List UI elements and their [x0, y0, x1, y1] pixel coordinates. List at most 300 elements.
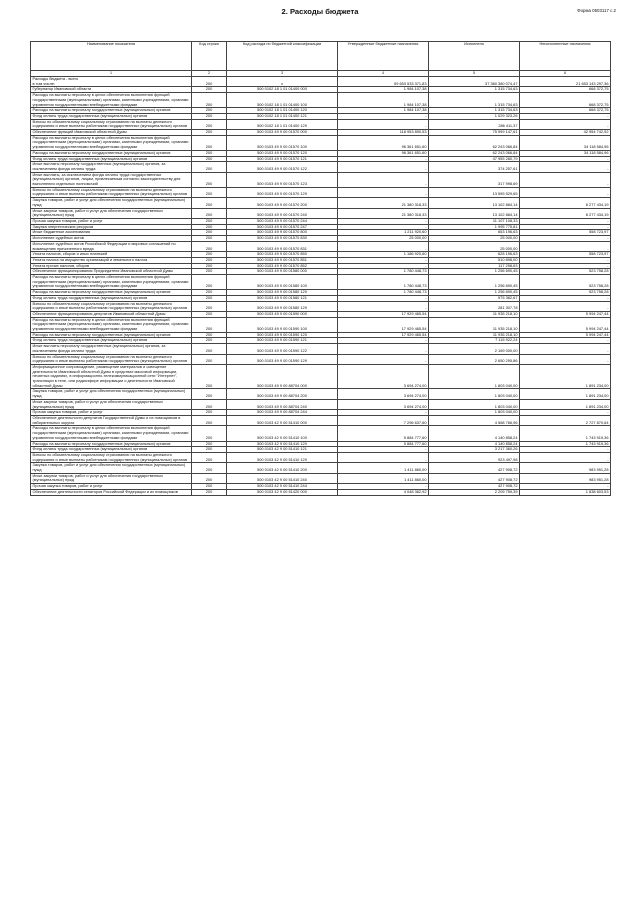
cell-executed: 427 908,72 [429, 484, 520, 490]
table-row [31, 317, 611, 332]
cell-approved: 1 411 860,00 [338, 473, 429, 483]
cell-remaining: - [520, 354, 611, 364]
cell-name: Губернатор Ивановской области [31, 87, 192, 93]
cell-remaining: 1 891 234,00 [520, 389, 611, 399]
cell-approved: 1 984 107,38 [338, 87, 429, 93]
cell-remaining: 523 758,28 [520, 275, 611, 290]
table-row [31, 198, 611, 208]
cell-executed: 13 102 884,14 [429, 198, 520, 208]
cell-executed: 25 000,00 [429, 241, 520, 251]
table-row [31, 162, 611, 172]
table-row [31, 473, 611, 483]
table-row [31, 389, 611, 399]
cell-approved: 5 884 777,60 [338, 441, 429, 447]
column-number: 6 [520, 71, 611, 77]
cell-budget-code: 500 0103 49 9 00 01570 200 [227, 198, 338, 208]
cell-executed: 317 998,69 [429, 172, 520, 187]
cell-remaining: 1 743 919,36 [520, 426, 611, 441]
cell-budget-code: 500 0103 49 9 00 88704 000 [227, 364, 338, 389]
cell-line-code: 200 [192, 295, 227, 301]
cell-approved: 1 780 448,73 [338, 275, 429, 290]
cell-line-code: 200 [192, 473, 227, 483]
cell-remaining: - [520, 338, 611, 344]
cell-name: Обеспечение функционирования Председателя Ивановской областной Думы [31, 269, 192, 275]
cell-name: Обеспечение деятельности депутатов Государственной Думы и их помощников в избирательных округах [31, 416, 192, 426]
cell-budget-code: 500 0103 49 9 00 01570 123 [227, 172, 338, 187]
cell-approved: 17 929 465,54 [338, 317, 429, 332]
cell-approved: 5 884 777,60 [338, 426, 429, 441]
cell-executed: 62 243 066,84 [429, 150, 520, 156]
cell-line-code: 200 [192, 87, 227, 93]
cell-approved: - [338, 344, 429, 354]
cell-line-code: 200 [192, 218, 227, 224]
cell-budget-code: 500 0103 42 9 00 51410 000 [227, 416, 338, 426]
cell-budget-code: 500 0103 49 9 00 01580 000 [227, 269, 338, 275]
cell-line-code: 200 [192, 187, 227, 197]
table-row [31, 416, 611, 426]
cell-name: Расходы на выплаты персоналу в целях обеспечения выполнения функций государственными (муниципальными) органами, казенными учреждениями, органами управления государственными внебюджетными фондами [31, 275, 192, 290]
cell-line-code: 200 [192, 317, 227, 332]
cell-name: Исполнение судебных актов [31, 236, 192, 242]
cell-line-code: 200 [192, 489, 227, 495]
cell-approved: 17 929 465,54 [338, 332, 429, 338]
cell-remaining: - [520, 218, 611, 224]
cell-line-code: 200 [192, 230, 227, 236]
cell-remaining: - [520, 295, 611, 301]
cell-name: Взносы по обязательному социальному страхованию на выплаты денежного содержания и иные выплаты работникам государственных (муниципальных) органов [31, 187, 192, 197]
cell-remaining: - [520, 301, 611, 311]
cell-name: Прочая закупка товаров, работ и услуг [31, 410, 192, 416]
cell-remaining: 1 891 234,00 [520, 399, 611, 409]
cell-name: Прочая закупка товаров, работ и услуг [31, 218, 192, 224]
cell-approved: 59 653 533 371,83 [338, 77, 429, 87]
cell-budget-code: 500 0103 42 9 00 51410 200 [227, 463, 338, 473]
cell-line-code: 200 [192, 263, 227, 269]
cell-name: Иные выплаты, за исключением фонда оплаты труда государственных (муниципальных) органов, лицам, привлекаемым согласно законодательству для выполнения отдельных полномочий [31, 172, 192, 187]
cell-remaining: 1 743 919,36 [520, 441, 611, 447]
cell-budget-code: 500 0103 49 9 00 01570 850 [227, 252, 338, 258]
cell-budget-code: 500 0103 49 9 00 01570 831 [227, 241, 338, 251]
cell-executed: 975 382,67 [429, 295, 520, 301]
cell-remaining: 668 372,75 [520, 108, 611, 114]
cell-remaining: - [520, 113, 611, 119]
cell-approved: - [338, 257, 429, 263]
cell-approved: 96 361 651,60 [338, 150, 429, 156]
cell-approved: 21 380 318,33 [338, 208, 429, 218]
column-header: Неисполненные назначения [520, 42, 611, 71]
cell-executed: 13 595 529,65 [429, 187, 520, 197]
cell-executed: 2 650 295,86 [429, 354, 520, 364]
cell-name: Фонд оплаты труда государственных (муниципальных) органов [31, 295, 192, 301]
cell-approved: - [338, 452, 429, 462]
form-label: Форма 0503117 с.2 [577, 8, 616, 13]
cell-executed: 1 803 040,00 [429, 389, 520, 399]
cell-remaining: 5 994 247,44 [520, 317, 611, 332]
cell-line-code: 200 [192, 135, 227, 150]
cell-budget-code: 500 0103 49 9 00 01570 851 [227, 257, 338, 263]
cell-line-code: 200 [192, 236, 227, 242]
cell-line-code: 200 [192, 257, 227, 263]
cell-line-code: 200 [192, 344, 227, 354]
cell-name: Расходы на выплаты персоналу в целях обеспечения выполнения функций государственными (муниципальными) органами, казенными учреждениями, органами управления государственными внебюджетными фондами [31, 93, 192, 108]
table-row [31, 489, 611, 495]
cell-line-code: 200 [192, 338, 227, 344]
cell-approved: 1 211 920,60 [338, 230, 429, 236]
cell-budget-code: 500 0103 49 9 00 01580 121 [227, 295, 338, 301]
cell-line-code: 200 [192, 410, 227, 416]
cell-remaining: 668 372,75 [520, 93, 611, 108]
table-row [31, 426, 611, 441]
cell-executed: 13 102 884,14 [429, 208, 520, 218]
cell-remaining: 5 994 247,44 [520, 311, 611, 317]
cell-approved: - [338, 484, 429, 490]
cell-line-code: 200 [192, 252, 227, 258]
cell-name: Закупка товаров, работ и услуг для обеспечения государственных (муниципальных) нужд [31, 198, 192, 208]
table-row [31, 301, 611, 311]
table-body [31, 77, 611, 496]
table-row [31, 208, 611, 218]
cell-executed: 75 999 147,61 [429, 130, 520, 136]
cell-name: Взносы по обязательному социальному страхованию на выплаты денежного содержания и иные выплаты работникам государственных (муниципальных) органов [31, 119, 192, 129]
table-row [31, 119, 611, 129]
cell-budget-code: 500 0103 49 9 00 01590 120 [227, 332, 338, 338]
cell-line-code: 200 [192, 332, 227, 338]
cell-line-code: 200 [192, 119, 227, 129]
cell-executed: 1 256 690,45 [429, 275, 520, 290]
cell-line-code: 200 [192, 452, 227, 462]
cell-line-code: 200 [192, 113, 227, 119]
cell-executed: 117 298,63 [429, 263, 520, 269]
table-row [31, 364, 611, 389]
cell-approved: - [338, 172, 429, 187]
cell-approved: 3 694 274,00 [338, 389, 429, 399]
cell-approved: 1 411 860,00 [338, 463, 429, 473]
cell-line-code: 200 [192, 162, 227, 172]
table-row [31, 399, 611, 409]
cell-line-code: 200 [192, 241, 227, 251]
cell-approved: - [338, 295, 429, 301]
cell-line-code: 200 [192, 150, 227, 156]
cell-budget-code: 500 0103 42 9 00 51410 240 [227, 473, 338, 483]
cell-remaining: - [520, 447, 611, 453]
cell-line-code: 200 [192, 301, 227, 311]
cell-name: Информационное сопровождение, размещение материалов и освещение деятельности Ивановской областной Думы в средствах массовой информации, печатных изданиях, в информационно-телекоммуникационной сети "Интернет", трансляции в теле- или радиоэфире информации о деятельности Ивановской областной Думы [31, 364, 192, 389]
cell-remaining: 523 758,28 [520, 290, 611, 296]
cell-remaining: - [520, 156, 611, 162]
cell-executed: 47 955 280,79 [429, 156, 520, 162]
cell-budget-code: 500 0103 49 9 00 01570 122 [227, 162, 338, 172]
cell-remaining: 21 653 143 297,36 [520, 77, 611, 87]
cell-executed: 25 000,00 [429, 236, 520, 242]
cell-name: Взносы по обязательному социальному страхованию на выплаты денежного содержания и иные выплаты работникам государственных (муниципальных) органов [31, 301, 192, 311]
cell-approved: - [338, 218, 429, 224]
cell-name: Расходы на выплаты персоналу государственных (муниципальных) органов [31, 150, 192, 156]
cell-budget-code: 500 0102 18 1 01 01400 000 [227, 87, 338, 93]
cell-name: Иные выплаты персоналу государственных (муниципальных) органов, за исключением фонда оплаты труда [31, 162, 192, 172]
cell-remaining: - [520, 410, 611, 416]
cell-name: Обеспечение функционирования депутатов Ивановской областной Думы [31, 311, 192, 317]
cell-executed: 1 803 040,00 [429, 410, 520, 416]
cell-line-code: 200 [192, 354, 227, 364]
cell-remaining: 5 994 247,44 [520, 332, 611, 338]
table-row [31, 463, 611, 473]
expenses-table [30, 41, 611, 496]
cell-budget-code: 500 0103 42 9 00 51410 121 [227, 447, 338, 453]
cell-name: Закупка энергетических ресурсов [31, 224, 192, 230]
cell-line-code: 200 [192, 290, 227, 296]
cell-remaining: 1 838 603,53 [520, 489, 611, 495]
cell-budget-code: 500 0103 49 9 00 01590 000 [227, 311, 338, 317]
table-row [31, 77, 611, 87]
cell-budget-code: 500 0103 49 9 00 01580 100 [227, 275, 338, 290]
cell-executed: 1 803 040,00 [429, 364, 520, 389]
cell-remaining: - [520, 172, 611, 187]
cell-line-code: 200 [192, 208, 227, 218]
cell-approved: - [338, 119, 429, 129]
cell-executed: 2 169 000,00 [429, 344, 520, 354]
cell-executed: 281 307,78 [429, 301, 520, 311]
cell-approved: 3 694 274,00 [338, 364, 429, 389]
cell-line-code: 200 [192, 108, 227, 114]
cell-budget-code: 500 0103 42 9 00 51410 120 [227, 441, 338, 447]
cell-budget-code: 500 0103 49 9 00 01590 100 [227, 317, 338, 332]
cell-budget-code: 500 0103 49 9 00 01590 121 [227, 338, 338, 344]
cell-executed: 4 140 858,24 [429, 426, 520, 441]
cell-executed: 1 029 323,26 [429, 113, 520, 119]
cell-remaining: 34 118 584,96 [520, 135, 611, 150]
cell-line-code: 200 [192, 389, 227, 399]
table-row [31, 93, 611, 108]
cell-budget-code: 500 0103 49 9 00 01570 240 [227, 208, 338, 218]
cell-remaining: 558 723,97 [520, 252, 611, 258]
cell-approved: - [338, 241, 429, 251]
column-header: Код расхода по бюджетной классификации [227, 42, 338, 71]
cell-approved: - [338, 113, 429, 119]
cell-executed: 628 196,63 [429, 252, 520, 258]
cell-remaining: - [520, 162, 611, 172]
cell-approved: 1 780 448,73 [338, 290, 429, 296]
cell-line-code: 200 [192, 198, 227, 208]
cell-line-code: 200 [192, 269, 227, 275]
cell-name: Расходы на выплаты персоналу государственных (муниципальных) органов [31, 332, 192, 338]
cell-remaining: - [520, 452, 611, 462]
cell-name: Фонд оплаты труда государственных (муниципальных) органов [31, 338, 192, 344]
cell-approved: 17 929 465,54 [338, 311, 429, 317]
cell-remaining: - [520, 119, 611, 129]
column-number: 4 [338, 71, 429, 77]
cell-executed: 427 908,72 [429, 473, 520, 483]
cell-approved: - [338, 187, 429, 197]
cell-budget-code: 500 0103 49 9 00 01570 121 [227, 156, 338, 162]
cell-executed: 1 315 734,63 [429, 87, 520, 93]
table-row [31, 187, 611, 197]
cell-executed: 653 196,63 [429, 230, 520, 236]
cell-line-code: 200 [192, 447, 227, 453]
cell-name: Прочая закупка товаров, работ и услуг [31, 484, 192, 490]
cell-executed: 1 803 040,00 [429, 399, 520, 409]
cell-budget-code: 500 0103 49 9 00 01590 129 [227, 354, 338, 364]
cell-remaining: - [520, 263, 611, 269]
column-header: Код строки [192, 42, 227, 71]
cell-budget-code: 500 0102 18 1 01 01400 100 [227, 93, 338, 108]
cell-executed: 11 935 218,10 [429, 317, 520, 332]
cell-line-code: 200 [192, 364, 227, 389]
cell-name: Фонд оплаты труда государственных (муниципальных) органов [31, 447, 192, 453]
cell-budget-code: 500 0103 49 9 00 01570 129 [227, 187, 338, 197]
header-row [31, 42, 611, 71]
cell-executed: 1 315 734,63 [429, 108, 520, 114]
cell-remaining: - [520, 236, 611, 242]
cell-budget-code: 500 0103 49 9 00 01570 244 [227, 218, 338, 224]
cell-executed: 37 360 380 074,47 [429, 77, 520, 87]
cell-line-code: 200 [192, 224, 227, 230]
cell-approved: 7 296 637,60 [338, 416, 429, 426]
cell-line-code: 200 [192, 156, 227, 162]
cell-line-code: 200 [192, 484, 227, 490]
cell-remaining: 558 723,97 [520, 230, 611, 236]
cell-budget-code: 500 0103 49 9 00 01570 852 [227, 263, 338, 269]
cell-approved: 1 984 107,38 [338, 108, 429, 114]
cell-approved: - [338, 338, 429, 344]
cell-approved: 1 186 920,60 [338, 252, 429, 258]
cell-budget-code: 500 0102 18 1 01 01400 120 [227, 108, 338, 114]
cell-executed: 3 217 360,26 [429, 447, 520, 453]
cell-approved: 96 361 651,60 [338, 135, 429, 150]
cell-line-code: 200 [192, 172, 227, 187]
column-number: 3 [227, 71, 338, 77]
cell-remaining: 668 372,75 [520, 87, 611, 93]
cell-name: Расходы на выплаты персоналу государственных (муниципальных) органов [31, 441, 192, 447]
cell-remaining: 8 277 434,19 [520, 198, 611, 208]
table-row [31, 452, 611, 462]
cell-budget-code: 500 0103 49 9 00 01570 100 [227, 135, 338, 150]
cell-name: Расходы на выплаты персоналу в целях обеспечения выполнения функций государственными (муниципальными) органами, казенными учреждениями, органами управления государственными внебюджетными фондами [31, 426, 192, 441]
cell-name: Расходы на выплаты персоналу государственных (муниципальных) органов [31, 290, 192, 296]
cell-line-code: 200 [192, 93, 227, 108]
column-header: Исполнено [429, 42, 520, 71]
table-row [31, 344, 611, 354]
cell-remaining: - [520, 344, 611, 354]
cell-executed: 1 315 734,63 [429, 93, 520, 108]
cell-approved: 21 380 318,33 [338, 198, 429, 208]
column-header: Наименование показателя [31, 42, 192, 71]
cell-remaining: - [520, 257, 611, 263]
cell-remaining: - [520, 224, 611, 230]
cell-approved: - [338, 162, 429, 172]
cell-name: Расходы бюджета - всего в том числе: [31, 77, 192, 87]
cell-line-code: 200 [192, 441, 227, 447]
cell-name: Расходы на выплаты персоналу государственных (муниципальных) органов [31, 108, 192, 114]
page-title: 2. Расходы бюджета [281, 7, 359, 16]
cell-remaining: 983 951,28 [520, 473, 611, 483]
cell-approved: - [338, 156, 429, 162]
cell-budget-code: 500 0103 49 9 00 01570 120 [227, 150, 338, 156]
table-row [31, 354, 611, 364]
cell-remaining: 8 277 434,19 [520, 208, 611, 218]
cell-remaining: 42 954 742,92 [520, 130, 611, 136]
cell-name: Уплата налогов, сборов и иных платежей [31, 252, 192, 258]
cell-executed: 1 256 690,45 [429, 290, 520, 296]
cell-executed: 1 256 690,45 [429, 269, 520, 275]
cell-line-code: 200 [192, 399, 227, 409]
cell-budget-code: 500 0102 18 1 01 01400 129 [227, 119, 338, 129]
cell-line-code: 200 [192, 426, 227, 441]
cell-budget-code: 500 0103 49 9 00 01570 800 [227, 230, 338, 236]
cell-line-code: 200 [192, 463, 227, 473]
cell-executed: 286 411,37 [429, 119, 520, 129]
cell-executed: 11 935 218,10 [429, 311, 520, 317]
cell-executed: 374 257,61 [429, 162, 520, 172]
cell-name: Иные выплаты персоналу государственных (муниципальных) органов, за исключением фонда оплаты труда [31, 344, 192, 354]
cell-remaining: 523 758,28 [520, 269, 611, 275]
column-number: 5 [429, 71, 520, 77]
cell-approved: - [338, 410, 429, 416]
cell-executed: 2 209 759,39 [429, 489, 520, 495]
cell-remaining: - [520, 187, 611, 197]
cell-budget-code: 500 0103 49 9 00 88704 240 [227, 399, 338, 409]
cell-line-code: 200 [192, 77, 227, 87]
cell-executed: 923 497,98 [429, 452, 520, 462]
cell-executed: 510 898,00 [429, 257, 520, 263]
cell-approved: 4 048 362,92 [338, 489, 429, 495]
cell-budget-code: 500 0103 49 9 00 01570 247 [227, 224, 338, 230]
cell-line-code: 200 [192, 311, 227, 317]
cell-budget-code: 500 0103 49 9 00 01570 000 [227, 130, 338, 136]
cell-executed: 4 140 858,24 [429, 441, 520, 447]
cell-name: Взносы по обязательному социальному страхованию на выплаты денежного содержания и иные выплаты работникам государственных (муниципальных) органов [31, 354, 192, 364]
cell-executed: 7 115 922,24 [429, 338, 520, 344]
cell-name: Обеспечение функций Ивановской областной Думы [31, 130, 192, 136]
cell-name: Уплата прочих налогов, сборов [31, 263, 192, 269]
cell-budget-code: 500 0103 49 9 00 01590 122 [227, 344, 338, 354]
cell-name: Взносы по обязательному социальному страхованию на выплаты денежного содержания и иные выплаты работникам государственных (муниципальных) органов [31, 452, 192, 462]
cell-name: Иные закупки товаров, работ и услуг для обеспечения государственных (муниципальных) нужд [31, 473, 192, 483]
cell-approved: 1 780 448,73 [338, 269, 429, 275]
table-row [31, 135, 611, 150]
cell-approved: 3 694 274,00 [338, 399, 429, 409]
cell-line-code: 200 [192, 275, 227, 290]
cell-name: Расходы на выплаты персоналу в целях обеспечения выполнения функций государственными (муниципальными) органами, казенными учреждениями, органами управления государственными внебюджетными фондами [31, 317, 192, 332]
cell-remaining: 34 118 584,96 [520, 150, 611, 156]
cell-name: Расходы на выплаты персоналу в целях обеспечения выполнения функций государственными (муниципальными) органами, казенными учреждениями, органами управления государственными внебюджетными фондами [31, 135, 192, 150]
table-row [31, 241, 611, 251]
cell-budget-code: 500 0103 49 9 00 01570 830 [227, 236, 338, 242]
column-number: 2 [192, 71, 227, 77]
column-number: 1 [31, 71, 192, 77]
cell-approved: - [338, 263, 429, 269]
cell-remaining: - [520, 241, 611, 251]
cell-budget-code: 500 0103 42 9 00 51410 100 [227, 426, 338, 441]
cell-approved: - [338, 224, 429, 230]
cell-approved: - [338, 447, 429, 453]
cell-budget-code: 500 0103 42 9 00 51420 000 [227, 489, 338, 495]
cell-approved: - [338, 301, 429, 311]
cell-remaining: 2 727 870,64 [520, 416, 611, 426]
cell-executed: 11 935 218,10 [429, 332, 520, 338]
cell-name: Фонд оплаты труда государственных (муниципальных) органов [31, 113, 192, 119]
cell-budget-code: 500 0103 49 9 00 01580 120 [227, 290, 338, 296]
cell-executed: 427 908,72 [429, 463, 520, 473]
cell-name: Закупка товаров, работ и услуг для обеспечения государственных (муниципальных) нужд [31, 389, 192, 399]
cell-budget-code: x [227, 77, 338, 87]
cell-budget-code: 500 0103 49 9 00 88704 244 [227, 410, 338, 416]
cell-name: Фонд оплаты труда государственных (муниципальных) органов [31, 156, 192, 162]
table-row [31, 275, 611, 290]
cell-approved: 118 953 890,53 [338, 130, 429, 136]
cell-approved: 1 984 107,38 [338, 93, 429, 108]
cell-executed: 1 995 775,81 [429, 224, 520, 230]
cell-name: Иные бюджетные ассигнования [31, 230, 192, 236]
